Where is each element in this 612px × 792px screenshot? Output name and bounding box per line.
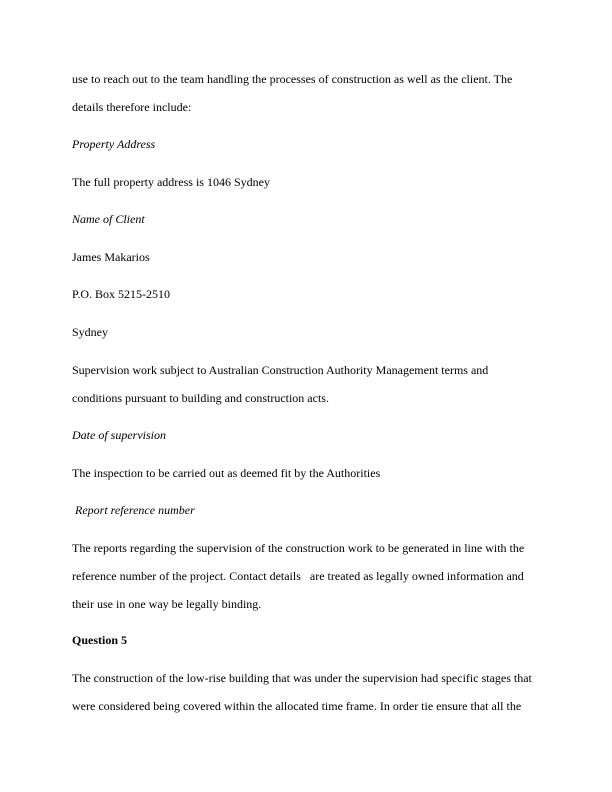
report-heading: Report reference number xyxy=(72,503,195,517)
question-heading: Question 5 xyxy=(72,633,128,647)
intro-line-1: use to reach out to the team handling the processes of construction as well as the client. The xyxy=(72,72,513,86)
supervision-line-1: Supervision work subject to Australian Construction Authority Management terms and xyxy=(72,363,489,377)
question-line-2: were considered being covered within the allocated time frame. In order tie ensure that all the xyxy=(72,699,522,713)
report-line-1: The reports regarding the supervision of the construction work to be generated in line with the xyxy=(72,541,525,555)
question-line-1: The construction of the low-rise building that was under the supervision had specific stages that xyxy=(72,671,532,685)
client-name: James Makarios xyxy=(72,250,150,264)
property-address-text: The full property address is 1046 Sydney xyxy=(72,175,270,189)
property-address-heading: Property Address xyxy=(72,137,156,151)
report-line-3: their use in one way be legally binding. xyxy=(72,597,262,611)
client-heading: Name of Client xyxy=(72,212,145,226)
client-po-box: P.O. Box 5215-2510 xyxy=(72,287,171,301)
report-line-2: reference number of the project. Contact details are treated as legally owned information and xyxy=(72,569,524,583)
date-text: The inspection to be carried out as deemed fit by the Authorities xyxy=(72,466,381,480)
date-heading: Date of supervision xyxy=(72,428,166,442)
intro-line-2: details therefore include: xyxy=(72,100,192,114)
supervision-line-2: conditions pursuant to building and construction acts. xyxy=(72,391,329,405)
client-city: Sydney xyxy=(72,325,108,339)
